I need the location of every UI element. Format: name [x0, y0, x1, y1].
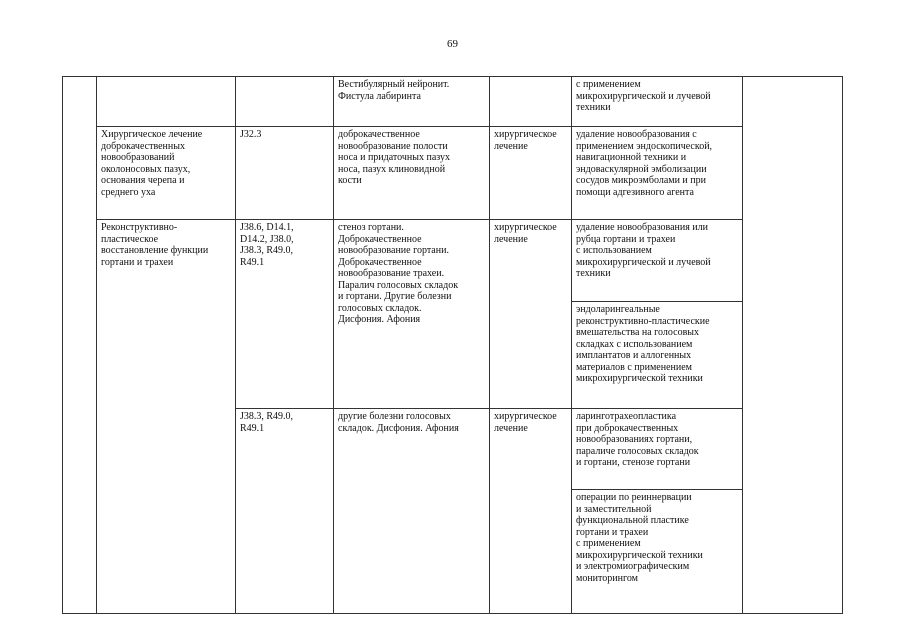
- text-line: J38.3, R49.0,: [240, 245, 294, 256]
- text-line: Паралич голосовых складок: [338, 279, 459, 291]
- text-line: голосовых складок.: [338, 302, 422, 314]
- text-line: J32.3: [240, 129, 262, 140]
- text-line: Вестибулярный нейронит.: [338, 79, 450, 90]
- page-number: 69: [447, 38, 458, 50]
- text-line: Хирургическое лечение: [101, 129, 203, 140]
- text-line: сосудов микроэмболами и при: [576, 175, 706, 186]
- text-line: и гортани. Другие болезни: [338, 291, 452, 302]
- text-line: околоносовых пазух,: [101, 163, 191, 175]
- text-line: помощи адгезивного агента: [576, 186, 694, 198]
- text-line: навигационной техники и: [576, 152, 687, 163]
- method-cell: [572, 127, 743, 220]
- text-line: с применением: [576, 538, 641, 549]
- text-line: микрохирургической техники: [576, 549, 703, 561]
- text-line: гортани и трахеи: [101, 256, 174, 268]
- text-line: доброкачественное: [338, 129, 420, 140]
- text-line: хирургическое: [494, 222, 557, 233]
- text-line: и гортани, стенозе гортани: [576, 457, 691, 468]
- text-line: применением эндоскопической,: [576, 140, 713, 152]
- text-line: основания черепа и: [101, 175, 185, 186]
- text-line: микрохирургической и лучевой: [576, 90, 711, 102]
- text-line: техники: [576, 268, 611, 279]
- text-line: доброкачественных: [101, 140, 185, 152]
- model-cell: [334, 220, 490, 409]
- method-cell: [572, 220, 743, 302]
- method-cell: [572, 409, 743, 490]
- codes-cell: [236, 220, 334, 409]
- text-line: Доброкачественное: [338, 233, 422, 245]
- codes-cell: [236, 409, 334, 614]
- text-line: рубца гортани и трахеи: [576, 233, 676, 245]
- treatment-type-cell: [490, 77, 572, 127]
- text-line: эндоларингеальные: [576, 304, 660, 315]
- method-cell: [572, 490, 743, 614]
- text-line: мониторингом: [576, 572, 638, 584]
- text-line: Фистула лабиринта: [338, 90, 421, 102]
- table-row: [63, 220, 843, 302]
- text-line: техники: [576, 102, 611, 113]
- treatment-type-cell: [490, 220, 572, 409]
- text-line: с применением: [576, 79, 641, 90]
- text-line: кости: [338, 175, 362, 186]
- text-line: эндоваскулярной эмболизации: [576, 163, 707, 175]
- text-line: операции по реиннервации: [576, 492, 692, 503]
- text-line: удаление новообразования или: [576, 222, 709, 233]
- text-line: новообразований: [101, 152, 175, 163]
- text-line: и электромиографическим: [576, 561, 690, 572]
- text-line: складок. Дисфония. Афония: [338, 422, 459, 434]
- codes-cell: [236, 77, 334, 127]
- text-line: лечение: [494, 422, 528, 434]
- treatment-type-cell: [490, 127, 572, 220]
- text-line: новообразование полости: [338, 140, 448, 152]
- name-cell: [97, 127, 236, 220]
- method-cell: [572, 302, 743, 409]
- text-line: реконструктивно-пластические: [576, 315, 710, 327]
- text-line: хирургическое: [494, 411, 557, 422]
- text-line: хирургическое: [494, 129, 557, 140]
- text-line: при доброкачественных: [576, 422, 679, 434]
- text-line: новообразование трахеи.: [338, 268, 445, 279]
- text-line: восстановление функции: [101, 245, 209, 256]
- text-line: Дисфония. Афония: [338, 314, 421, 325]
- text-line: микрохирургической и лучевой: [576, 256, 711, 268]
- text-line: гортани и трахеи: [576, 526, 649, 538]
- text-line: с использованием: [576, 245, 652, 256]
- index-cell: [63, 77, 97, 614]
- text-line: носа и придаточных пазух: [338, 152, 451, 163]
- text-line: носа, пазух клиновидной: [338, 163, 446, 175]
- text-line: новообразование гортани.: [338, 245, 449, 256]
- text-line: пластическое: [101, 233, 159, 245]
- table-row: [63, 127, 843, 220]
- text-line: D14.2, J38.0,: [240, 233, 294, 245]
- text-line: лечение: [494, 140, 528, 152]
- text-line: Реконструктивно-: [101, 222, 178, 233]
- text-line: J38.6, D14.1,: [240, 222, 294, 233]
- text-line: лечение: [494, 233, 528, 245]
- text-line: стеноз гортани.: [338, 222, 404, 233]
- model-cell: [334, 127, 490, 220]
- text-line: среднего уха: [101, 186, 156, 198]
- name-cell: [97, 77, 236, 127]
- text-line: параличе голосовых складок: [576, 445, 699, 457]
- text-line: R49.1: [240, 256, 265, 268]
- text-line: J38.3, R49.0,: [240, 411, 294, 422]
- text-line: имплантатов и аллогенных: [576, 350, 692, 361]
- treatment-type-cell: [490, 409, 572, 614]
- text-line: микрохирургической техники: [576, 373, 703, 384]
- text-line: ларинготрахеопластика: [576, 411, 677, 422]
- method-cell: [572, 77, 743, 127]
- text-line: материалов с применением: [576, 361, 693, 373]
- model-cell: [334, 77, 490, 127]
- text-line: складках с использованием: [576, 338, 693, 350]
- medical-care-table: [62, 76, 843, 614]
- text-line: Доброкачественное: [338, 256, 422, 268]
- name-cell: [97, 220, 236, 614]
- cost-cell: [743, 77, 843, 614]
- model-cell: [334, 409, 490, 614]
- text-line: вмешательства на голосовых: [576, 327, 700, 338]
- codes-cell: [236, 127, 334, 220]
- table-row: [63, 77, 843, 127]
- text-line: новообразованиях гортани,: [576, 434, 693, 445]
- text-line: другие болезни голосовых: [338, 411, 451, 422]
- text-line: и заместительной: [576, 503, 652, 515]
- text-line: удаление новообразования с: [576, 129, 697, 140]
- text-line: функциональной пластике: [576, 515, 689, 526]
- text-line: R49.1: [240, 422, 265, 434]
